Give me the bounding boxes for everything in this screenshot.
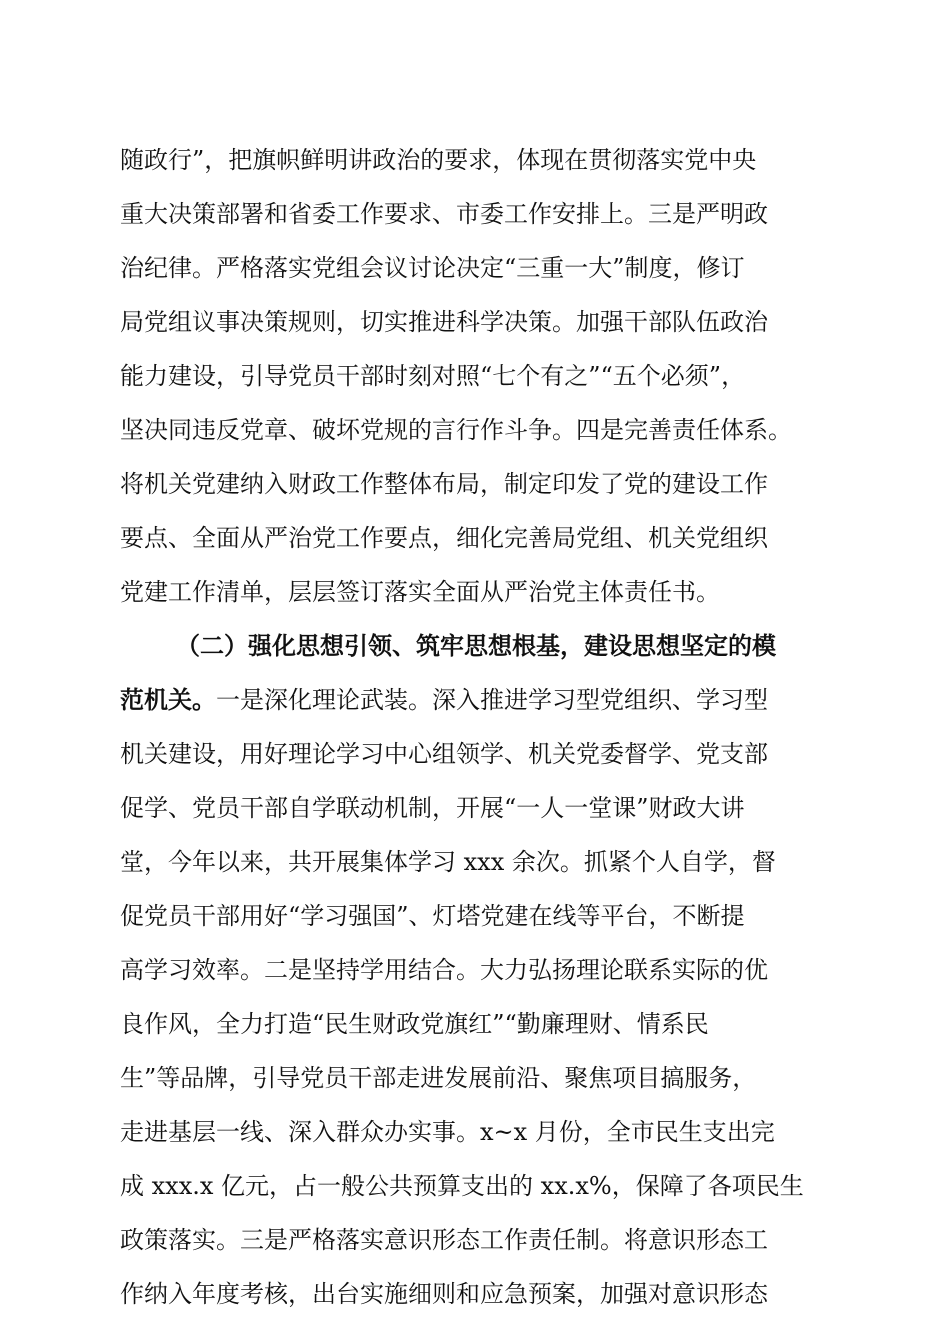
text-line: 良作风，全力打造“民生财政党旗红”“勤廉理财、情系民 [120, 1010, 709, 1038]
text-line: 随政行”，把旗帜鲜明讲政治的要求，体现在贯彻落实党中央 [120, 146, 757, 174]
text-line: 重大决策部署和省委工作要求、市委工作安排上。三是严明政 [120, 200, 768, 228]
text-line [120, 673, 840, 727]
text-line: 成 xxx.x 亿元，占一般公共预算支出的 xx.x%，保障了各项民生 [120, 1172, 804, 1200]
text-line-segment: 一是深化理论武装。深入推进学习型党组织、学习型 [216, 686, 768, 714]
text-line: 政策落实。三是严格落实意识形态工作责任制。将意识形态工 [120, 1226, 768, 1254]
text-line: 促党员干部用好“学习强国”、灯塔党建在线等平台，不断提 [120, 902, 745, 930]
text-line: 局党组议事决策规则，切实推进科学决策。加强干部队伍政治 [120, 308, 768, 336]
text-line: 生”等品牌，引导党员干部走进发展前沿、聚焦项目搞服务， [120, 1064, 757, 1092]
text-line: 促学、党员干部自学联动机制，开展“一人一堂课”财政大讲 [120, 794, 745, 822]
text-line: 要点、全面从严治党工作要点，细化完善局党组、机关党组织 [120, 524, 768, 552]
text-line: 治纪律。严格落实党组会议讨论决定“三重一大”制度，修订 [120, 254, 745, 282]
text-line: 坚决同违反党章、破坏党规的言行作斗争。四是完善责任体系。 [120, 416, 792, 444]
text-line: 能力建设，引导党员干部时刻对照“七个有之”“五个必须”， [120, 362, 746, 390]
document-body [120, 133, 840, 1321]
section-heading-end: 范机关。 [120, 685, 216, 714]
text-line: 高学习效率。二是坚持学用结合。大力弘扬理论联系实际的优 [120, 956, 768, 984]
text-line: 将机关党建纳入财政工作整体布局，制定印发了党的建设工作 [120, 470, 768, 498]
text-line: 堂，今年以来，共开展集体学习 xxx 余次。抓紧个人自学，督 [120, 848, 776, 876]
section-heading: （二）强化思想引领、筑牢思想根基，建设思想坚定的模 [176, 631, 776, 660]
text-line: 走进基层一线、深入群众办实事。x~x 月份，全市民生支出完 [120, 1118, 775, 1146]
text-line: 作纳入年度考核，出台实施细则和应急预案，加强对意识形态 [120, 1280, 768, 1308]
text-line: 机关建设，用好理论学习中心组领学、机关党委督学、党支部 [120, 740, 768, 768]
text-line: 党建工作清单，层层签订落实全面从严治党主体责任书。 [120, 578, 720, 606]
